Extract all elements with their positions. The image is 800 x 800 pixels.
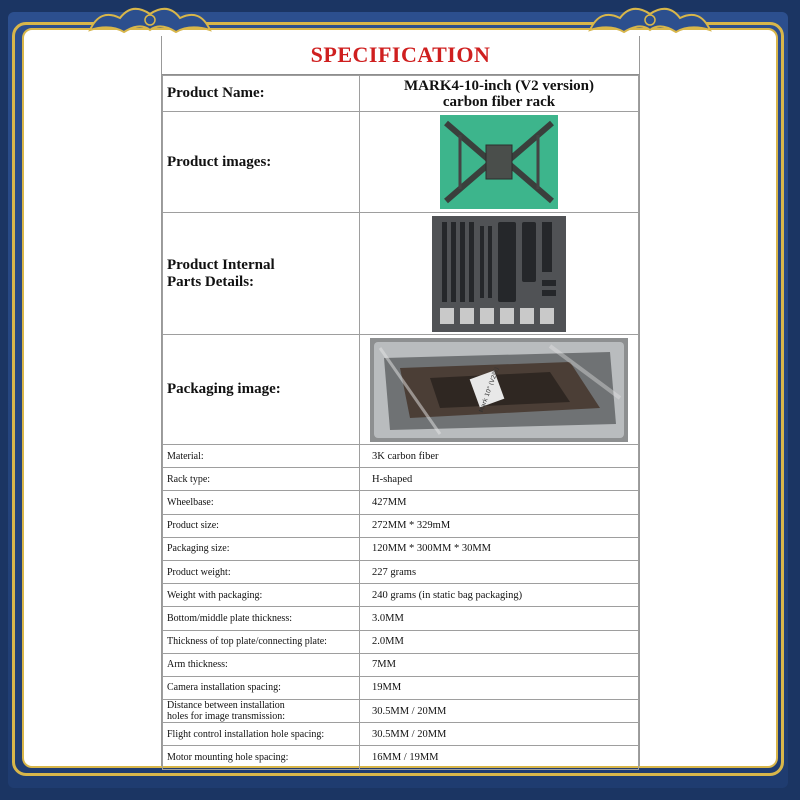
table-row (163, 630, 639, 653)
spec-label: Weight with packaging: (163, 584, 360, 607)
table-row (163, 584, 639, 607)
spec-value: 30.5MM / 20MM (360, 700, 639, 723)
table-row (163, 746, 639, 769)
packaging-photo (370, 338, 628, 442)
spec-value: 2.0MM (360, 630, 639, 653)
internal-parts-label (163, 213, 360, 335)
frame-photo (440, 115, 558, 209)
product-image-cell (360, 112, 639, 213)
table-row (163, 213, 639, 335)
table-row (163, 700, 639, 723)
spec-label: Flight control installation hole spacing: (163, 723, 360, 746)
spec-label: Thickness of top plate/connecting plate: (163, 630, 360, 653)
spec-label-line1: Distance between installation (167, 700, 285, 712)
page-title: SPECIFICATION (162, 36, 639, 75)
spec-label: Product size: (163, 514, 360, 537)
spec-value: 227 grams (360, 560, 639, 583)
table-row (163, 76, 639, 112)
spec-value: 427MM (360, 491, 639, 514)
product-name-value (360, 76, 639, 112)
spec-value: 3K carbon fiber (360, 445, 639, 468)
spec-value: 272MM * 329mM (360, 514, 639, 537)
table-row (163, 676, 639, 699)
spec-rows (163, 445, 639, 770)
table-row (163, 514, 639, 537)
table-row (163, 491, 639, 514)
spec-value: 30.5MM / 20MM (360, 723, 639, 746)
table-row (163, 537, 639, 560)
spec-table (162, 75, 639, 770)
product-name-line1: MARK4-10-inch (V2 version) (404, 77, 594, 94)
specification-sheet (161, 36, 640, 766)
spec-value: 7MM (360, 653, 639, 676)
spec-value: 120MM * 300MM * 30MM (360, 537, 639, 560)
internal-parts-label-line2: Parts Details: (167, 273, 255, 290)
packaging-image-label: Packaging image: (163, 335, 360, 445)
spec-label: Arm thickness: (163, 653, 360, 676)
parts-photo (432, 216, 566, 332)
table-row (163, 723, 639, 746)
spec-label: Product weight: (163, 560, 360, 583)
table-row (163, 445, 639, 468)
product-name-label: Product Name: (163, 76, 360, 112)
spec-value: 19MM (360, 676, 639, 699)
internal-parts-cell (360, 213, 639, 335)
internal-parts-label-line1: Product Internal (167, 256, 275, 273)
table-row (163, 468, 639, 491)
product-images-label: Product images: (163, 112, 360, 213)
spec-value: 16MM / 19MM (360, 746, 639, 769)
spec-label-line2: holes for image transmission: (167, 711, 286, 723)
table-row (163, 112, 639, 213)
spec-value: 3.0MM (360, 607, 639, 630)
spec-label: Packaging size: (163, 537, 360, 560)
packaging-image-cell (360, 335, 639, 445)
spec-label: Rack type: (163, 468, 360, 491)
table-row (163, 335, 639, 445)
spec-value: H-shaped (360, 468, 639, 491)
table-row (163, 653, 639, 676)
spec-value: 240 grams (in static bag packaging) (360, 584, 639, 607)
spec-label (163, 700, 360, 723)
bag-label-text: Mark 10" (V2版) (477, 365, 501, 413)
spec-label: Material: (163, 445, 360, 468)
table-row (163, 560, 639, 583)
spec-label: Bottom/middle plate thickness: (163, 607, 360, 630)
table-row (163, 607, 639, 630)
spec-label: Camera installation spacing: (163, 676, 360, 699)
spec-label: Wheelbase: (163, 491, 360, 514)
product-name-line2: carbon fiber rack (442, 93, 556, 110)
spec-label: Motor mounting hole spacing: (163, 746, 360, 769)
